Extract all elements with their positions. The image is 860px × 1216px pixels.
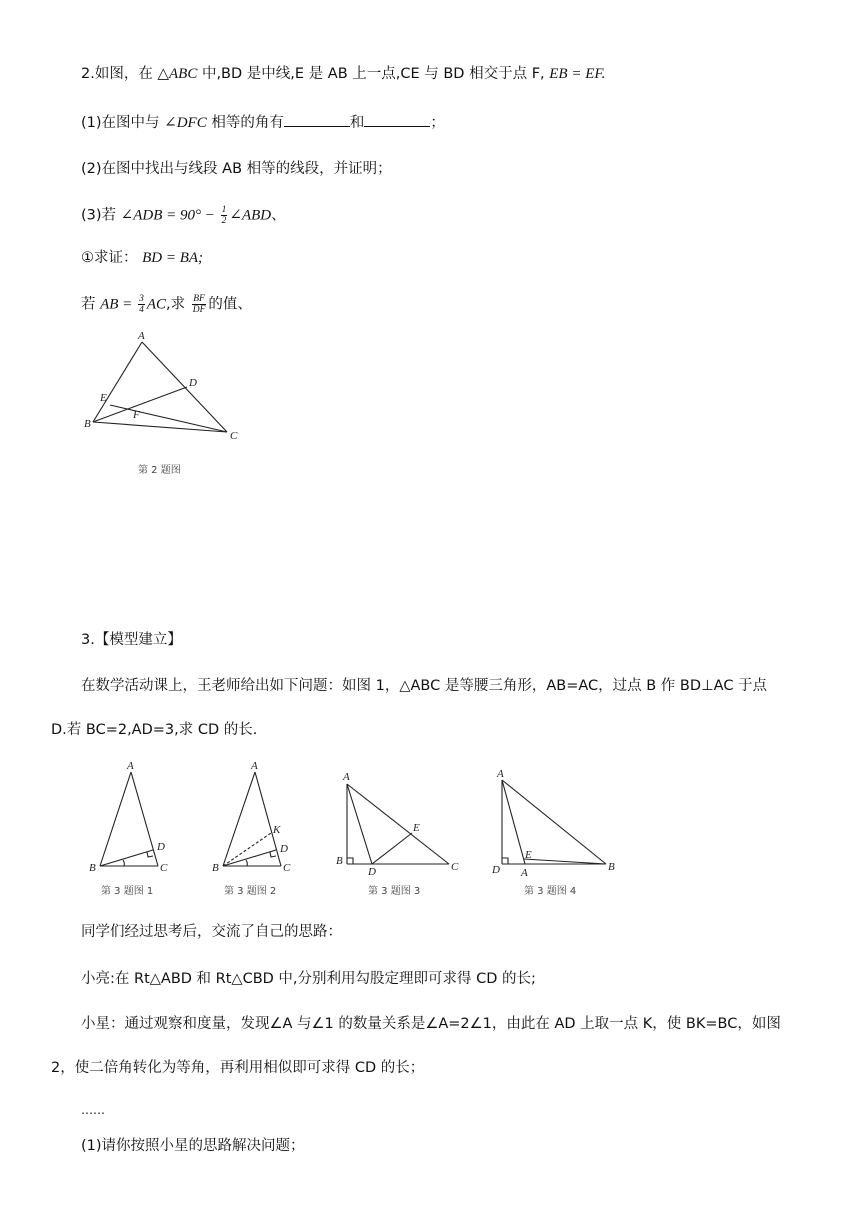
q2-part3 xyxy=(81,205,286,226)
figure-caption: 第 3 题图 2 xyxy=(224,886,277,897)
label-e: E xyxy=(525,849,532,861)
label-b: B xyxy=(336,855,343,867)
q2-sub2 xyxy=(81,294,252,315)
q3-para4-line2: 2，使二倍角转化为等角，再利用相似即可求得 CD 的长； xyxy=(51,1060,425,1076)
q3-para1-line2: D.若 BC=2,AD=3,求 CD 的长. xyxy=(51,722,258,738)
segment-ac xyxy=(347,784,449,864)
label-e: E xyxy=(413,822,420,834)
segment-ab xyxy=(223,772,255,866)
answer-blank-1[interactable] xyxy=(284,112,350,127)
q3-para1-line1: 在数学活动课上，王老师给出如下问题：如图 1，△ABC 是等腰三角形，AB=AC，过点 B 作 BD⊥AC 于点 xyxy=(81,678,768,694)
label-d: D xyxy=(492,864,500,876)
label-a: A xyxy=(343,771,350,783)
q3-figure-3 xyxy=(332,758,472,900)
label-b: B xyxy=(608,861,615,873)
q3-para4-line1: 小星：通过观察和度量，发现∠A 与∠1 的数量关系是∠A=2∠1，由此在 AD 上取一点 K，使 BK=BC，如图 xyxy=(81,1016,781,1032)
figure-caption: 第 3 题图 3 xyxy=(368,886,421,897)
label-a-visible: A xyxy=(521,867,528,879)
q2-intro-text: 2.如图，在 xyxy=(81,66,158,82)
label-c: C xyxy=(230,430,238,442)
q3-para2: 同学们经过思考后，交流了自己的思路： xyxy=(81,924,342,940)
q3-part1: (1)请你按照小星的思路解决问题； xyxy=(81,1138,305,1154)
fraction-half xyxy=(221,205,228,226)
q2-sub2-end: 的值、 xyxy=(208,296,252,313)
q3-figure-4 xyxy=(488,758,623,900)
fraction-bf-df xyxy=(192,294,207,315)
q2-intro xyxy=(81,64,605,84)
q2-figure xyxy=(80,328,255,483)
figure-caption: 第 3 题图 1 xyxy=(101,886,154,897)
q2-part3-eq: ∠ADB = 90° − xyxy=(120,207,219,224)
label-e: E xyxy=(100,392,107,404)
label-a: A xyxy=(138,330,145,342)
q2-part1-text: (1)在图中与 xyxy=(81,115,165,131)
label-b: B xyxy=(84,418,91,430)
q2-part2: (2)在图中找出与线段 AB 相等的线段，并证明； xyxy=(81,161,392,177)
right-angle-mark xyxy=(502,858,508,864)
q2-part3-angle: ∠ABD xyxy=(229,207,272,224)
segment-de xyxy=(372,833,412,864)
frac-num: BF xyxy=(193,294,205,304)
q2-sub2-text-2: ,求 xyxy=(165,296,190,313)
q2-part1-end: ； xyxy=(430,115,445,131)
angle-1-arc xyxy=(123,860,124,866)
segment-ad xyxy=(347,784,372,864)
segment-bd xyxy=(223,850,276,866)
label-a: A xyxy=(127,760,134,772)
q2-sub2-eq: AB = xyxy=(100,296,137,313)
label-f: F xyxy=(133,409,140,421)
frac-num: 1 xyxy=(221,205,227,215)
frac-den: 4 xyxy=(139,305,144,315)
segment-bd xyxy=(100,850,153,866)
q3-para3: 小亮:在 Rt△ABD 和 Rt△CBD 中,分别利用勾股定理即可求得 CD 的长; xyxy=(81,971,536,987)
segment-cb xyxy=(502,780,606,864)
q2-part3-end: 、 xyxy=(271,207,286,224)
q2-part1-text-2: 相等的角有 xyxy=(206,115,284,131)
segment-bd xyxy=(93,387,187,422)
segment-ac xyxy=(131,772,158,866)
q2-sub1-text: ①求证： xyxy=(81,250,143,266)
label-c: C xyxy=(451,861,459,873)
q2-part1 xyxy=(81,112,445,133)
segment-ca xyxy=(502,780,525,864)
label-b: B xyxy=(89,862,96,874)
label-c: A xyxy=(497,768,504,780)
segment-ab xyxy=(100,772,131,866)
q2-condition: EB = EF. xyxy=(549,66,606,82)
segment-ac xyxy=(142,342,227,432)
label-d: D xyxy=(157,841,165,853)
q3-figure-1 xyxy=(85,758,195,900)
right-angle-mark xyxy=(347,858,353,864)
q2-sub2-text: 若 xyxy=(81,296,101,313)
frac-num: 3 xyxy=(139,294,144,304)
answer-blank-2[interactable] xyxy=(364,112,430,127)
q2-part1-angle: ∠DFC xyxy=(164,115,207,131)
label-b: B xyxy=(212,862,219,874)
ellipsis: …… xyxy=(81,1103,105,1117)
q3-title: 3.【模型建立】 xyxy=(81,632,182,648)
q3-figure-2 xyxy=(208,758,318,900)
fraction-three-quarters xyxy=(138,294,145,315)
segment-eb xyxy=(524,859,606,864)
right-angle-mark xyxy=(270,852,276,857)
label-c: C xyxy=(283,862,291,874)
q2-sub1 xyxy=(81,248,203,268)
frac-den: DF xyxy=(192,305,206,315)
figure-caption: 第 3 题图 4 xyxy=(524,886,577,897)
angle-1-arc xyxy=(246,860,247,866)
q2-sub2-ac: AC xyxy=(146,296,166,313)
triangle-symbol: △ xyxy=(157,66,169,82)
q2-sub1-eq: BD = BA; xyxy=(142,250,204,266)
frac-den: 2 xyxy=(221,216,227,226)
right-angle-mark xyxy=(147,852,153,857)
triangle-name: ABC xyxy=(169,66,198,82)
figure-caption: 第 2 题图 xyxy=(138,465,181,476)
label-k: K xyxy=(273,824,281,836)
label-d: D xyxy=(280,843,288,855)
label-d: D xyxy=(189,377,197,389)
label-d: D xyxy=(368,866,376,878)
q2-intro-text-2: 中,BD 是中线,E 是 AB 上一点,CE 与 BD 相交于点 F, xyxy=(197,66,550,82)
label-a: A xyxy=(251,760,258,772)
q2-part1-and: 和 xyxy=(349,115,365,131)
q2-part3-text: (3)若 xyxy=(81,207,121,224)
label-c: C xyxy=(160,862,168,874)
